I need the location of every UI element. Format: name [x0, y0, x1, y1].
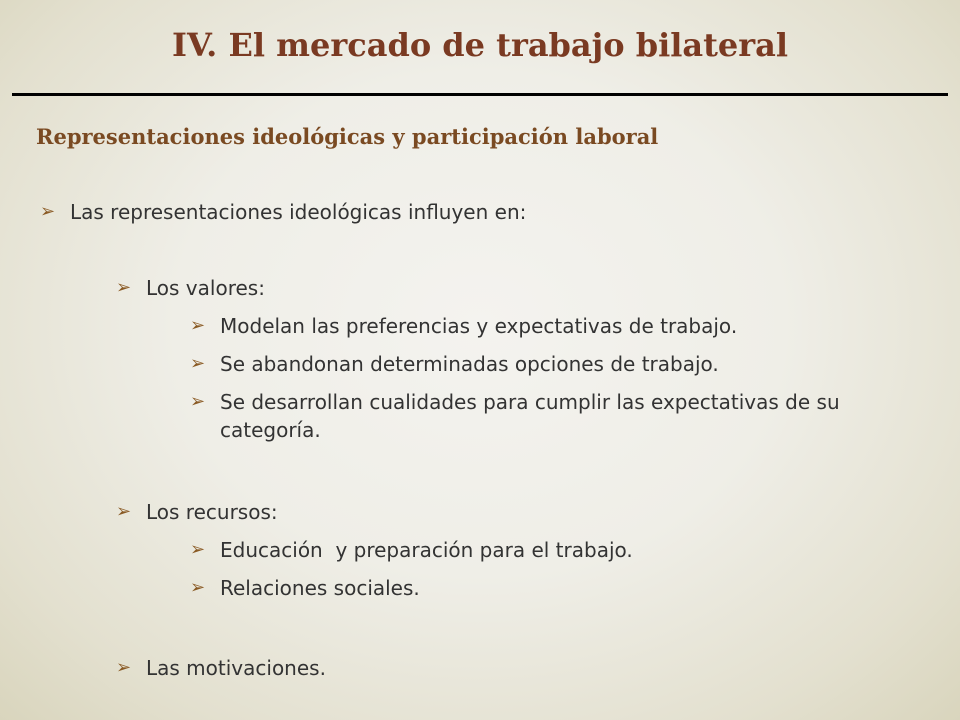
arrow-bullet-icon: ➢ — [116, 657, 132, 678]
bullet-text: Modelan las preferencias y expectativas de trabajo. — [220, 314, 738, 338]
bullet-valores — [116, 274, 265, 302]
arrow-bullet-icon: ➢ — [190, 539, 206, 560]
bullet-text: Las motivaciones. — [146, 656, 326, 680]
bullet-recursos-item — [190, 574, 910, 602]
arrow-bullet-icon: ➢ — [190, 391, 206, 412]
slide-title: IV. El mercado de trabajo bilateral — [171, 26, 789, 64]
bullet-valores-item — [190, 388, 910, 444]
bullet-valores-item — [190, 350, 910, 378]
bullet-intro — [40, 198, 526, 226]
bullet-text: Relaciones sociales. — [220, 576, 420, 600]
title-divider — [12, 93, 948, 96]
arrow-bullet-icon: ➢ — [190, 577, 206, 598]
bullet-recursos-item — [190, 536, 910, 564]
bullet-recursos — [116, 498, 278, 526]
arrow-bullet-icon: ➢ — [190, 315, 206, 336]
bullet-text: Se abandonan determinadas opciones de trabajo. — [220, 352, 719, 376]
bullet-text: Se desarrollan cualidades para cumplir las expectativas de su categoría. — [220, 390, 840, 442]
arrow-bullet-icon: ➢ — [40, 201, 56, 222]
bullet-valores-item — [190, 312, 910, 340]
bullet-text: Los valores: — [146, 276, 265, 300]
arrow-bullet-icon: ➢ — [190, 353, 206, 374]
arrow-bullet-icon: ➢ — [116, 277, 132, 298]
bullet-motivaciones — [116, 654, 326, 682]
bullet-text: Educación y preparación para el trabajo. — [220, 538, 633, 562]
bullet-text: Los recursos: — [146, 500, 278, 524]
slide-subtitle: Representaciones ideológicas y participación laboral — [36, 124, 659, 149]
arrow-bullet-icon: ➢ — [116, 501, 132, 522]
bullet-text: Las representaciones ideológicas influyen en: — [70, 200, 527, 224]
